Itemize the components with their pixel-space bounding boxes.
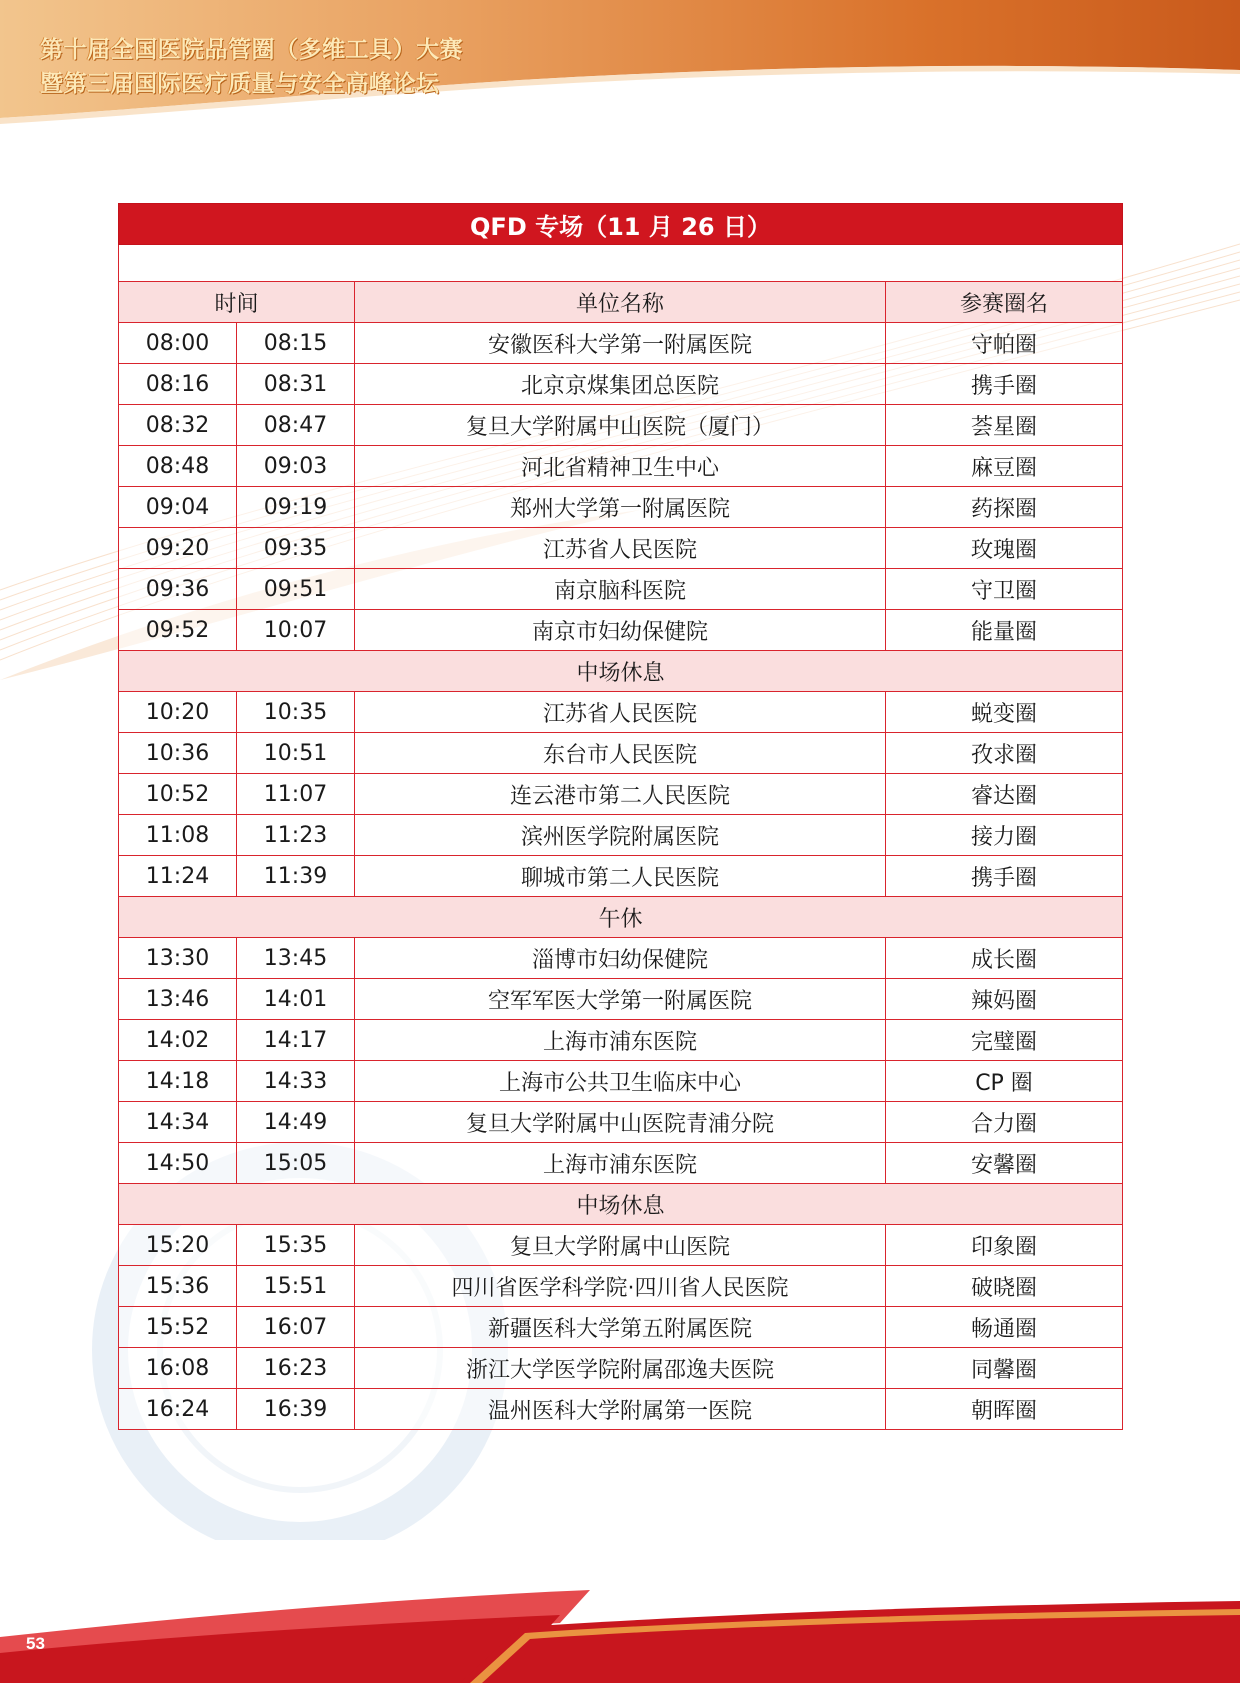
team-name-cell: 麻豆圈 [886, 446, 1123, 487]
table-row [119, 815, 1123, 856]
unit-name-cell: 复旦大学附属中山医院（厦门） [355, 405, 886, 446]
end-time-cell: 09:19 [237, 487, 355, 528]
team-name-cell: 同馨圈 [886, 1348, 1123, 1389]
start-time-cell: 16:08 [119, 1348, 237, 1389]
end-time-cell: 14:17 [237, 1020, 355, 1061]
unit-name-cell: 复旦大学附属中山医院青浦分院 [355, 1102, 886, 1143]
start-time-cell: 08:16 [119, 364, 237, 405]
table-row [119, 1389, 1123, 1430]
unit-name-cell: 上海市公共卫生临床中心 [355, 1061, 886, 1102]
start-time-cell: 10:20 [119, 692, 237, 733]
table-row [119, 323, 1123, 364]
table-row [119, 938, 1123, 979]
table-row [119, 1307, 1123, 1348]
event-title-line2: 暨第三届国际医疗质量与安全高峰论坛 [40, 71, 440, 97]
unit-name-cell: 南京脑科医院 [355, 569, 886, 610]
start-time-cell: 09:04 [119, 487, 237, 528]
team-name-cell: 携手圈 [886, 364, 1123, 405]
team-name-cell: 朝晖圈 [886, 1389, 1123, 1430]
start-time-cell: 14:34 [119, 1102, 237, 1143]
team-name-cell: 能量圈 [886, 610, 1123, 651]
start-time-cell: 11:08 [119, 815, 237, 856]
team-name-cell: CP 圈 [886, 1061, 1123, 1102]
blank-cell [119, 245, 1123, 282]
unit-name-cell: 连云港市第二人民医院 [355, 774, 886, 815]
end-time-cell: 16:39 [237, 1389, 355, 1430]
start-time-cell: 14:02 [119, 1020, 237, 1061]
unit-name-cell: 上海市浦东医院 [355, 1020, 886, 1061]
table-blank-row [119, 245, 1123, 282]
table-row [119, 1061, 1123, 1102]
table-row [119, 1143, 1123, 1184]
unit-name-cell: 浙江大学医学院附属邵逸夫医院 [355, 1348, 886, 1389]
unit-name-cell: 四川省医学科学院·四川省人民医院 [355, 1266, 886, 1307]
unit-name-cell: 江苏省人民医院 [355, 528, 886, 569]
unit-name-cell: 聊城市第二人民医院 [355, 856, 886, 897]
start-time-cell: 09:52 [119, 610, 237, 651]
header-unit: 单位名称 [355, 282, 886, 323]
team-name-cell: 荟星圈 [886, 405, 1123, 446]
table-row [119, 1225, 1123, 1266]
unit-name-cell: 北京京煤集团总医院 [355, 364, 886, 405]
end-time-cell: 13:45 [237, 938, 355, 979]
team-name-cell: 携手圈 [886, 856, 1123, 897]
break-row [119, 897, 1123, 938]
table-row [119, 733, 1123, 774]
start-time-cell: 14:50 [119, 1143, 237, 1184]
unit-name-cell: 复旦大学附属中山医院 [355, 1225, 886, 1266]
team-name-cell: 守卫圈 [886, 569, 1123, 610]
table-row [119, 364, 1123, 405]
team-name-cell: 完璧圈 [886, 1020, 1123, 1061]
unit-name-cell: 滨州医学院附属医院 [355, 815, 886, 856]
table-row [119, 1266, 1123, 1307]
table-title-row [119, 204, 1123, 245]
table-row [119, 528, 1123, 569]
event-title-line1: 第十届全国医院品管圈（多维工具）大赛 [40, 37, 463, 63]
end-time-cell: 14:01 [237, 979, 355, 1020]
unit-name-cell: 安徽医科大学第一附属医院 [355, 323, 886, 364]
start-time-cell: 13:30 [119, 938, 237, 979]
schedule-table [118, 203, 1123, 1430]
end-time-cell: 09:03 [237, 446, 355, 487]
start-time-cell: 13:46 [119, 979, 237, 1020]
start-time-cell: 14:18 [119, 1061, 237, 1102]
table-title: QFD 专场（11 月 26 日） [119, 204, 1123, 245]
table-row [119, 979, 1123, 1020]
table-row [119, 1102, 1123, 1143]
unit-name-cell: 上海市浦东医院 [355, 1143, 886, 1184]
end-time-cell: 10:35 [237, 692, 355, 733]
break-row [119, 1184, 1123, 1225]
end-time-cell: 11:23 [237, 815, 355, 856]
unit-name-cell: 河北省精神卫生中心 [355, 446, 886, 487]
end-time-cell: 08:31 [237, 364, 355, 405]
end-time-cell: 10:07 [237, 610, 355, 651]
start-time-cell: 15:20 [119, 1225, 237, 1266]
start-time-cell: 15:52 [119, 1307, 237, 1348]
team-name-cell: 畅通圈 [886, 1307, 1123, 1348]
unit-name-cell: 郑州大学第一附属医院 [355, 487, 886, 528]
footer-banner [0, 1575, 1240, 1683]
start-time-cell: 16:24 [119, 1389, 237, 1430]
team-name-cell: 玫瑰圈 [886, 528, 1123, 569]
table-row [119, 856, 1123, 897]
table-row [119, 405, 1123, 446]
start-time-cell: 09:36 [119, 569, 237, 610]
event-title [40, 33, 463, 101]
team-name-cell: 孜求圈 [886, 733, 1123, 774]
break-row [119, 651, 1123, 692]
end-time-cell: 10:51 [237, 733, 355, 774]
unit-name-cell: 空军军医大学第一附属医院 [355, 979, 886, 1020]
table-row [119, 610, 1123, 651]
team-name-cell: 药探圈 [886, 487, 1123, 528]
unit-name-cell: 南京市妇幼保健院 [355, 610, 886, 651]
end-time-cell: 16:23 [237, 1348, 355, 1389]
break-label: 中场休息 [119, 651, 1123, 692]
header-team: 参赛圈名 [886, 282, 1123, 323]
table-row [119, 774, 1123, 815]
start-time-cell: 09:20 [119, 528, 237, 569]
end-time-cell: 14:33 [237, 1061, 355, 1102]
page-number: 53 [26, 1634, 45, 1653]
team-name-cell: 守帕圈 [886, 323, 1123, 364]
break-label: 午休 [119, 897, 1123, 938]
unit-name-cell: 温州医科大学附属第一医院 [355, 1389, 886, 1430]
team-name-cell: 合力圈 [886, 1102, 1123, 1143]
end-time-cell: 15:35 [237, 1225, 355, 1266]
table-row [119, 446, 1123, 487]
team-name-cell: 印象圈 [886, 1225, 1123, 1266]
start-time-cell: 08:00 [119, 323, 237, 364]
unit-name-cell: 淄博市妇幼保健院 [355, 938, 886, 979]
table-row [119, 569, 1123, 610]
end-time-cell: 09:35 [237, 528, 355, 569]
start-time-cell: 15:36 [119, 1266, 237, 1307]
team-name-cell: 接力圈 [886, 815, 1123, 856]
end-time-cell: 15:51 [237, 1266, 355, 1307]
end-time-cell: 09:51 [237, 569, 355, 610]
header-time: 时间 [119, 282, 355, 323]
end-time-cell: 15:05 [237, 1143, 355, 1184]
table-row [119, 692, 1123, 733]
team-name-cell: 成长圈 [886, 938, 1123, 979]
team-name-cell: 破晓圈 [886, 1266, 1123, 1307]
end-time-cell: 11:07 [237, 774, 355, 815]
team-name-cell: 安馨圈 [886, 1143, 1123, 1184]
end-time-cell: 16:07 [237, 1307, 355, 1348]
table-row [119, 1020, 1123, 1061]
start-time-cell: 10:52 [119, 774, 237, 815]
unit-name-cell: 新疆医科大学第五附属医院 [355, 1307, 886, 1348]
end-time-cell: 08:15 [237, 323, 355, 364]
table-header-row [119, 282, 1123, 323]
start-time-cell: 11:24 [119, 856, 237, 897]
start-time-cell: 08:48 [119, 446, 237, 487]
start-time-cell: 10:36 [119, 733, 237, 774]
team-name-cell: 辣妈圈 [886, 979, 1123, 1020]
unit-name-cell: 东台市人民医院 [355, 733, 886, 774]
team-name-cell: 睿达圈 [886, 774, 1123, 815]
end-time-cell: 11:39 [237, 856, 355, 897]
table-row [119, 487, 1123, 528]
end-time-cell: 08:47 [237, 405, 355, 446]
table-row [119, 1348, 1123, 1389]
start-time-cell: 08:32 [119, 405, 237, 446]
end-time-cell: 14:49 [237, 1102, 355, 1143]
team-name-cell: 蜕变圈 [886, 692, 1123, 733]
break-label: 中场休息 [119, 1184, 1123, 1225]
unit-name-cell: 江苏省人民医院 [355, 692, 886, 733]
